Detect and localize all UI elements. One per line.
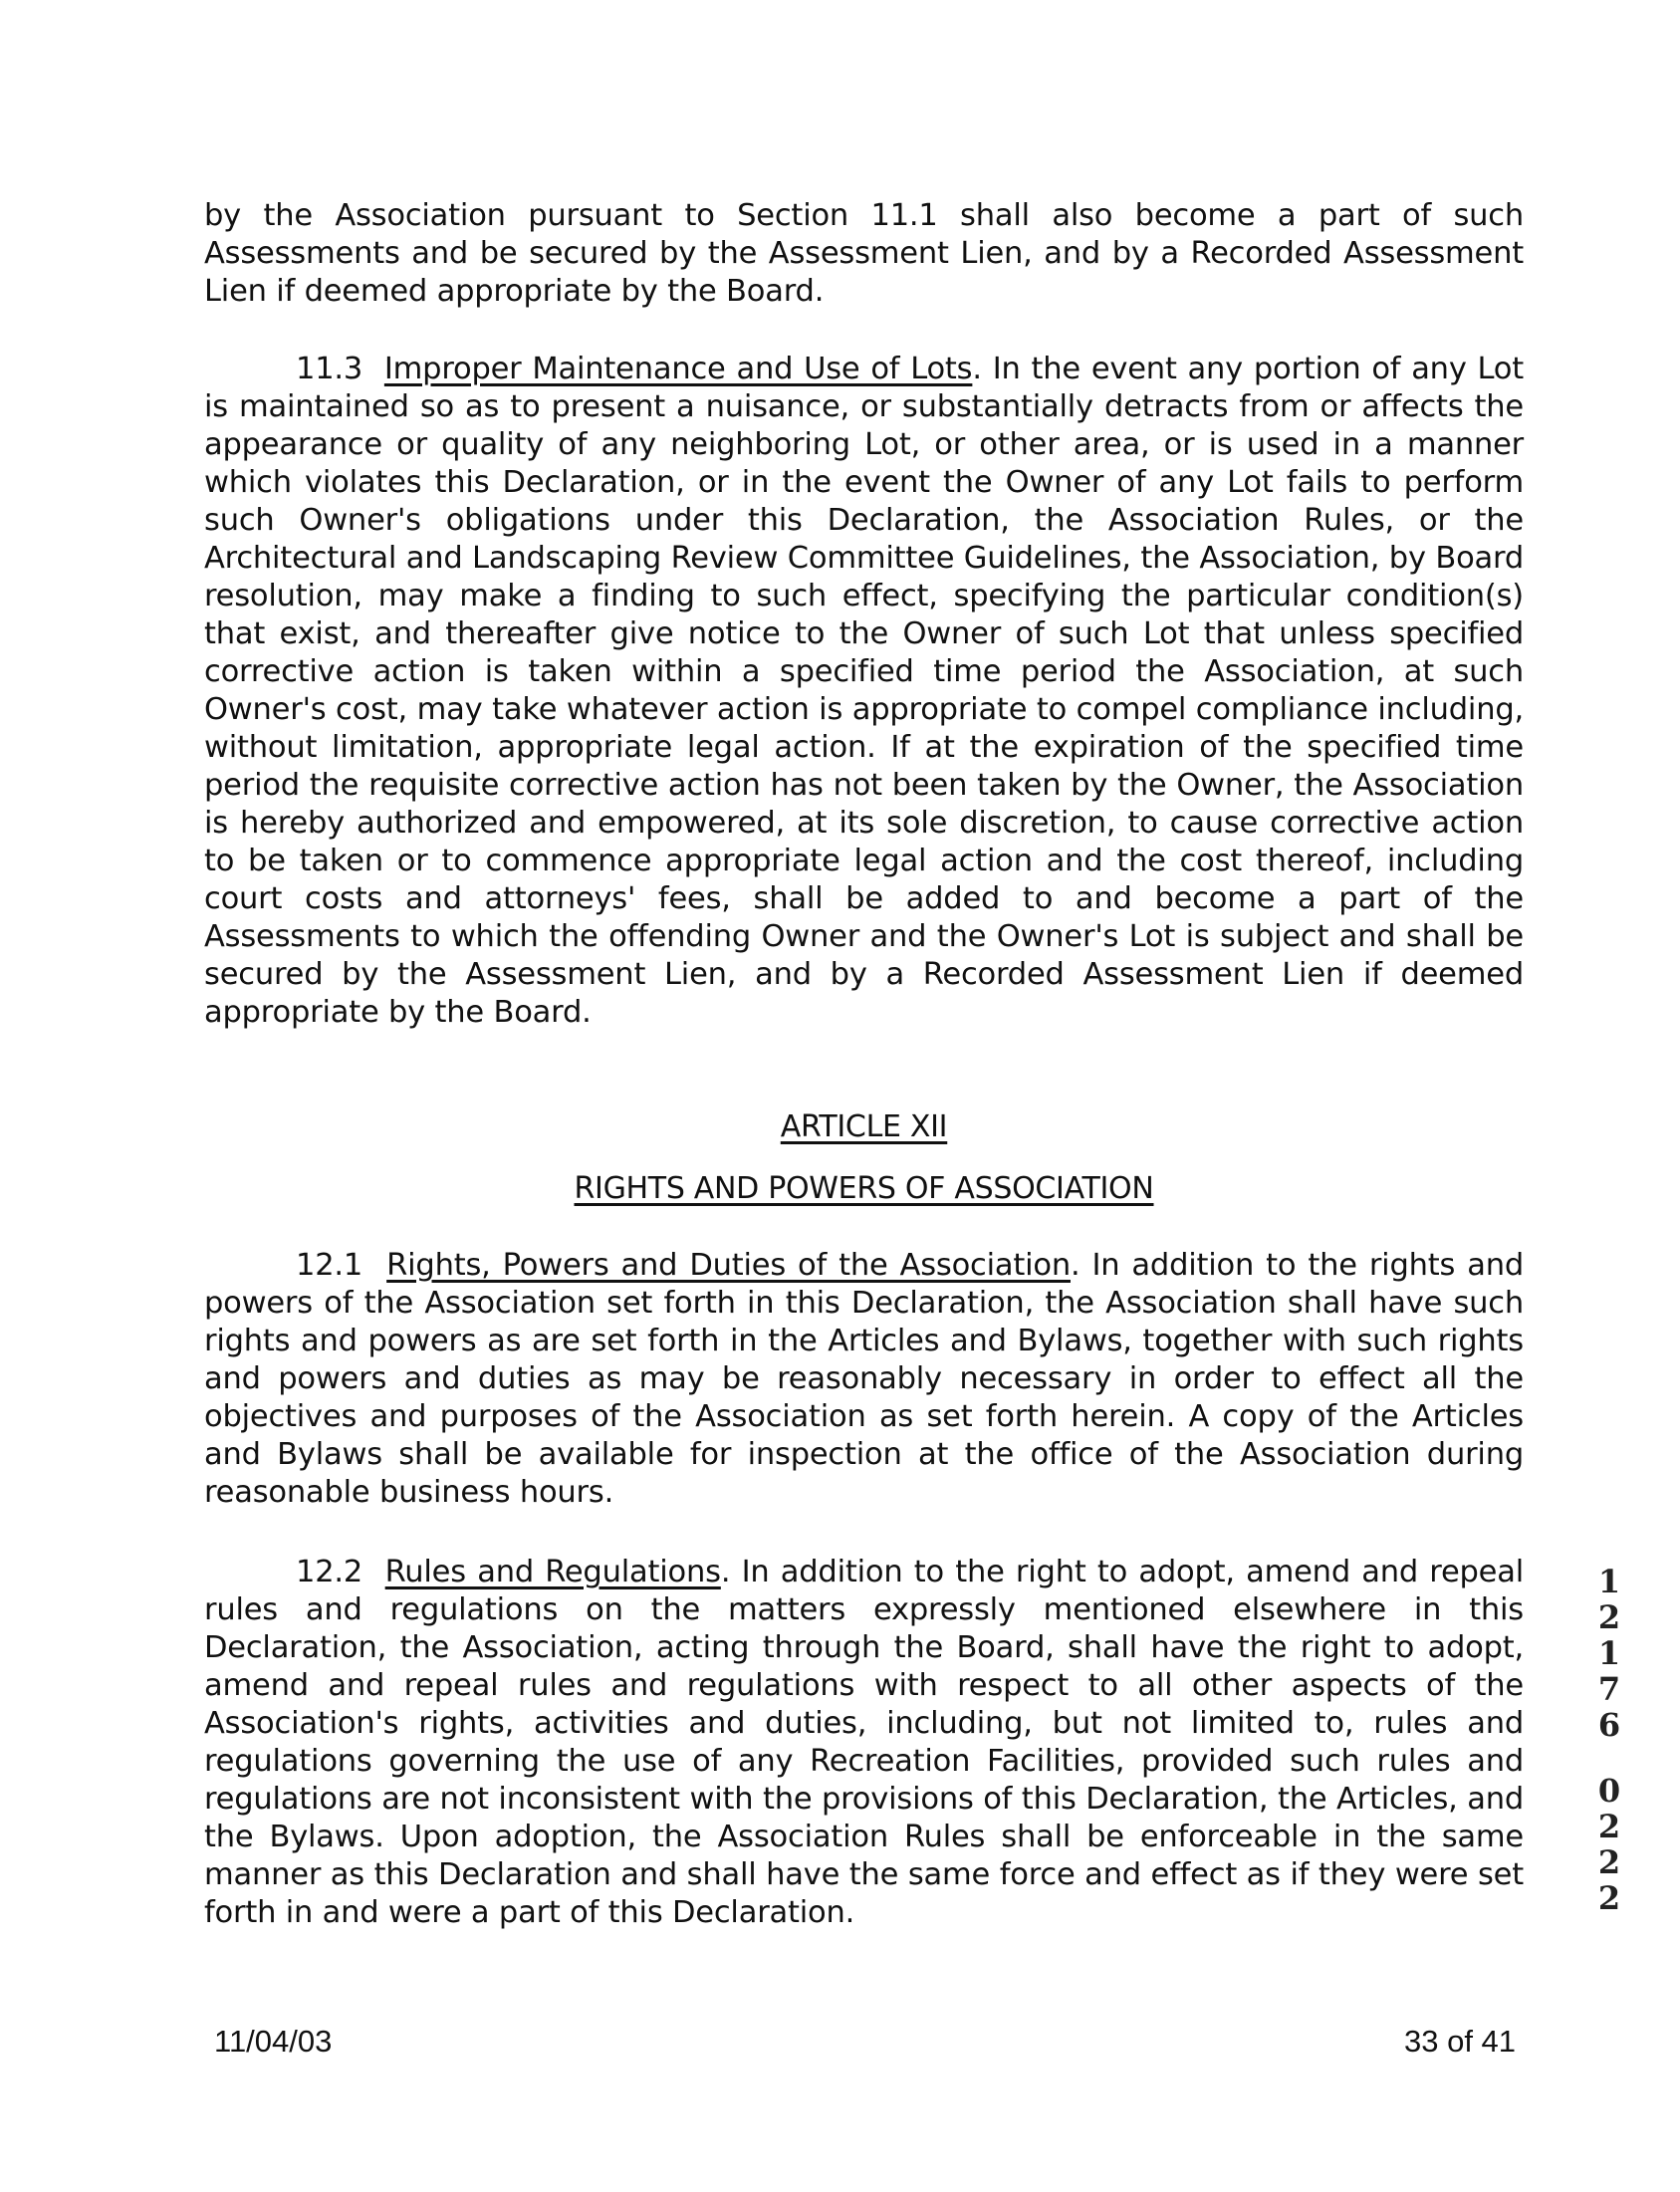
section-11-3-body: . In the event any portion of any Lot is maintained so as to present a nuisance, or substantially detracts from or affects the appearance or quality of any neighboring Lot, or other area, or is used in a manner which violates this Declaration, or in the event the Owner of any Lot fails to perform such Owner's obligations under this Declaration, the Association Rules, or the Architectural and Landscaping Review Committee Guidelines, the Association, by Board resolution, may make a finding to such effect, specifying the particular condition(s) that exist, and thereafter give notice to the Owner of such Lot that unless specified corrective action is taken within a specified time period the Association, at such Owner's cost, may take whatever action is appropriate to compel compliance including, without limitation, appropriate legal action. If at the expiration of the specified time period the requisite corrective action has not been taken by the Owner, the Association is hereby authorized and empowered, at its sole discretion, to cause corrective action to be taken or to commence appropriate legal action and the cost thereof, including court costs and attorneys' fees, shall be added to and become a part of the Assessments to which the offending Owner and the Owner's Lot is subject and shall be secured by the Assessment Lien, and by a Recorded Assessment Lien if deemed appropriate by the Board. bbox=[204, 352, 1525, 1030]
continuation-paragraph: by the Association pursuant to Section 11.1 shall also become a part of such Assessments and be secured by the Assessment Lien, and by a Recorded Assessment Lien if deemed appropriate by the Board. bbox=[204, 198, 1524, 309]
section-12-2-body: . In addition to the right to adopt, amend and repeal rules and regulations on the matters expressly mentioned elsewhere in this Declaration, the Association, acting through the Board, shall have the right to adopt, amend and repeal rules and regulations with respect to all other aspects of the Association's rights, activities and duties, including, but not limited to, rules and regulations governing the use of any Recreation Facilities, provided such rules and regulations are not inconsistent with the provisions of this Declaration, the Articles, and the Bylaws. Upon adoption, the Association Rules shall be enforceable in the same manner as this Declaration and shall have the same force and effect as if they were set forth in and were a part of this Declaration. bbox=[204, 1555, 1525, 1930]
article-heading: ARTICLE XII bbox=[780, 1109, 948, 1144]
margin-recording-stamp bbox=[1589, 1564, 1629, 1916]
stamp-digit: 1 bbox=[1597, 1563, 1621, 1600]
footer-date: 11/04/03 bbox=[214, 2024, 333, 2059]
stamp-digit: 0 bbox=[1597, 1772, 1621, 1810]
section-12-1-body: . In addition to the rights and powers of the Association set forth in this Declaration, the Association shall have such rights and powers as are set forth in the Articles and Bylaws, together with such rights and powers and duties as may be reasonably necessary in order to effect all the objectives and purposes of the Association as set forth herein. A copy of the Articles and Bylaws shall be available for inspection at the office of the Association during reasonable business hours. bbox=[204, 1248, 1524, 1510]
section-11-3-paragraph bbox=[204, 351, 1524, 1032]
stamp-digit: 2 bbox=[1597, 1879, 1621, 1917]
stamp-digit: 2 bbox=[1597, 1843, 1621, 1881]
section-12-2-title: Rules and Regulations bbox=[384, 1555, 721, 1589]
section-12-2-paragraph bbox=[204, 1554, 1524, 1932]
section-12-2-number: 12.2 bbox=[296, 1555, 363, 1589]
section-11-3-title: Improper Maintenance and Use of Lots bbox=[383, 352, 973, 386]
footer-page-number: 33 of 41 bbox=[1404, 2024, 1517, 2059]
article-heading-block bbox=[204, 1109, 1524, 1144]
article-title-block bbox=[204, 1171, 1524, 1206]
stamp-gap bbox=[1589, 1743, 1629, 1773]
article-title: RIGHTS AND POWERS OF ASSOCIATION bbox=[574, 1171, 1154, 1206]
stamp-digit: 2 bbox=[1597, 1598, 1621, 1636]
stamp-digit: 2 bbox=[1597, 1808, 1621, 1845]
stamp-digit: 1 bbox=[1597, 1634, 1621, 1672]
section-11-3-number: 11.3 bbox=[296, 352, 363, 386]
section-12-1-paragraph bbox=[204, 1247, 1524, 1512]
stamp-digit: 7 bbox=[1597, 1670, 1621, 1708]
section-12-1-title: Rights, Powers and Duties of the Association bbox=[386, 1248, 1071, 1283]
section-12-1-number: 12.1 bbox=[296, 1248, 363, 1283]
stamp-digit: 6 bbox=[1597, 1706, 1621, 1744]
